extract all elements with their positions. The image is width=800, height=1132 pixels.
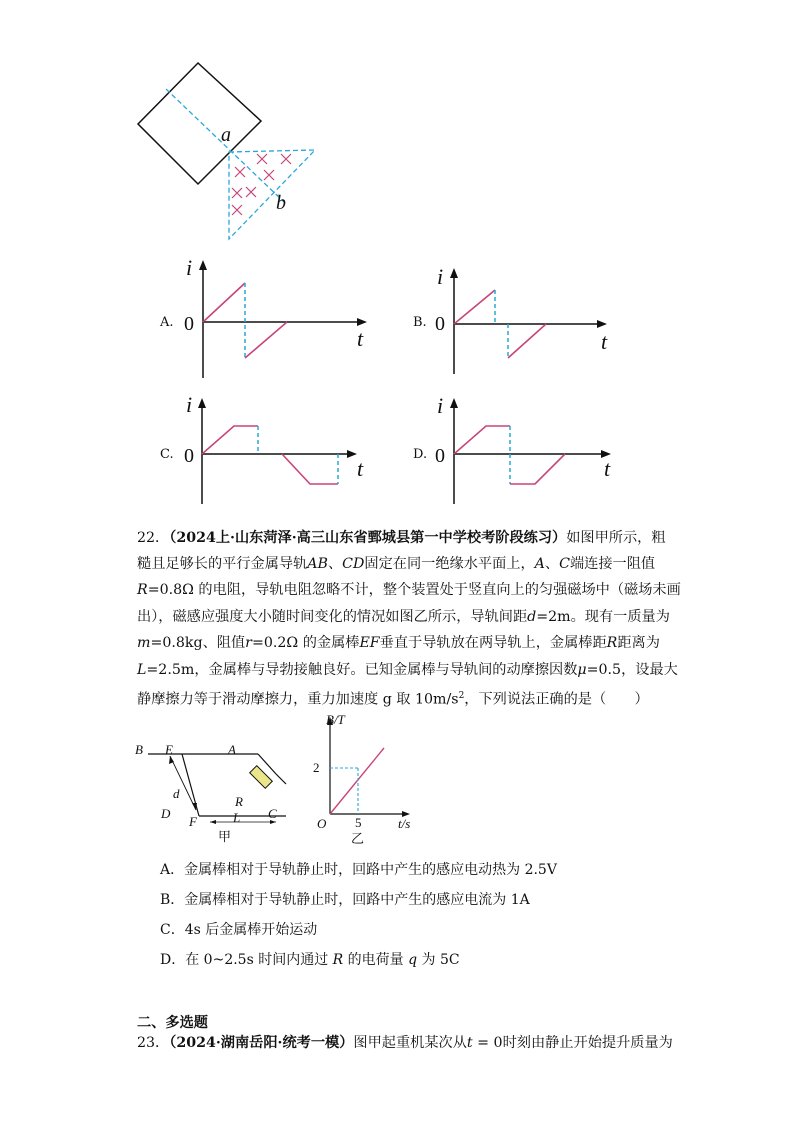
- jia-label-A: A: [228, 742, 236, 757]
- option-b-label: B.: [413, 315, 427, 330]
- yi-origin: O: [317, 816, 327, 831]
- yi-xlabel: t/s: [398, 816, 411, 831]
- top-figure: [0, 0, 800, 250]
- jia-caption: 甲: [218, 829, 232, 844]
- choice-b[interactable]: B．金属棒相对于导轨静止时，回路中产生的感应电流为 1A: [160, 892, 530, 908]
- option-b-axis-t: t: [601, 329, 608, 354]
- q22-line-7: 静摩擦力等于滑动摩擦力，重力加速度 g 取 $10m/s^2$，下列说法正确的是（ ）: [137, 691, 649, 708]
- figure-yi: [320, 716, 440, 826]
- graph-b: [442, 266, 642, 386]
- jia-label-E: E: [165, 742, 173, 757]
- q23-line-1: 23．（2024·湖南岳阳·统考一模）图甲起重机某次从t = 0时刻由静止开始提升质量为: [137, 1035, 673, 1051]
- choice-d[interactable]: D．在 0~2.5s 时间内通过 R 的电荷量 q 为 5C: [160, 952, 460, 968]
- jia-label-B: B: [135, 742, 143, 757]
- jia-label-R: R: [235, 794, 243, 809]
- option-c-zero: 0: [184, 445, 194, 467]
- jia-label-F: F: [189, 814, 197, 829]
- q22-source: （2024上·山东菏泽·高三山东省鄄城县第一中学校考阶段练习）: [169, 530, 567, 546]
- jia-label-d: d: [173, 786, 180, 801]
- field-triangle: [229, 150, 315, 239]
- yi-tick-x: 5: [355, 815, 362, 830]
- q23-number: 23．: [137, 1035, 170, 1051]
- q22-line-4: 出），磁感应强度大小随时间变化的情况如图乙所示，导轨间距d=2m。现有一质量为: [137, 609, 670, 625]
- square-frame: [138, 63, 261, 184]
- option-c-axis-i: i: [186, 392, 193, 417]
- option-c-axis-t: t: [357, 456, 364, 481]
- yi-tick-y: 2: [313, 760, 320, 775]
- graph-a: [190, 258, 390, 388]
- option-a-label: A.: [160, 315, 174, 330]
- yi-ylabel: B/T: [326, 712, 345, 727]
- q22-line-2: 糙且足够长的平行金属导轨AB、CD固定在同一绝缘水平面上，A、C端连接一阻值: [137, 556, 656, 572]
- option-c-label: C.: [160, 447, 174, 462]
- jia-label-D: D: [161, 806, 171, 821]
- choice-c[interactable]: C．4s 后金属棒开始运动: [160, 922, 318, 938]
- option-a-axis-t: t: [357, 326, 364, 351]
- q22-number: 22．: [137, 530, 170, 546]
- option-a-axis-i: i: [186, 255, 193, 280]
- option-d-axis-i: i: [437, 393, 444, 418]
- graph-d: [442, 396, 642, 516]
- choice-a[interactable]: A．金属棒相对于导轨静止时，回路中产生的感应电动热为 2.5V: [160, 862, 557, 878]
- q22-line-6: L=2.5m，金属棒与导勃接触良好。已知金属棒与导轨间的动摩擦因数μ=0.5，设最大: [137, 662, 678, 678]
- yi-caption: 乙: [351, 831, 365, 846]
- q22-line-5: m=0.8kg、阻值r=0.2Ω 的金属棒EF垂直于导轨放在两导轨上，金属棒距R距离为: [137, 635, 660, 651]
- jia-label-L: L: [233, 810, 241, 825]
- section-2-title: 二、多选题: [137, 1015, 208, 1031]
- option-d-label: D.: [413, 447, 428, 462]
- graph-c: [190, 396, 390, 516]
- option-b-zero: 0: [435, 313, 445, 335]
- option-a-zero: 0: [184, 313, 194, 335]
- label-b: b: [276, 192, 286, 214]
- option-d-axis-t: t: [604, 456, 611, 481]
- label-a: a: [221, 124, 231, 146]
- q22-line-1: 22．（2024上·山东菏泽·高三山东省鄄城县第一中学校考阶段练习）如图甲所示，粗: [137, 530, 666, 546]
- q22-line-3: R=0.8Ω 的电阻，导轨电阻忽略不计，整个装置处于竖直向上的匀强磁场中（磁场未画: [137, 582, 681, 598]
- option-b-axis-i: i: [437, 264, 444, 289]
- option-d-zero: 0: [435, 445, 445, 467]
- jia-label-C: C: [268, 806, 277, 821]
- q23-source: （2024·湖南岳阳·统考一模）: [169, 1035, 354, 1051]
